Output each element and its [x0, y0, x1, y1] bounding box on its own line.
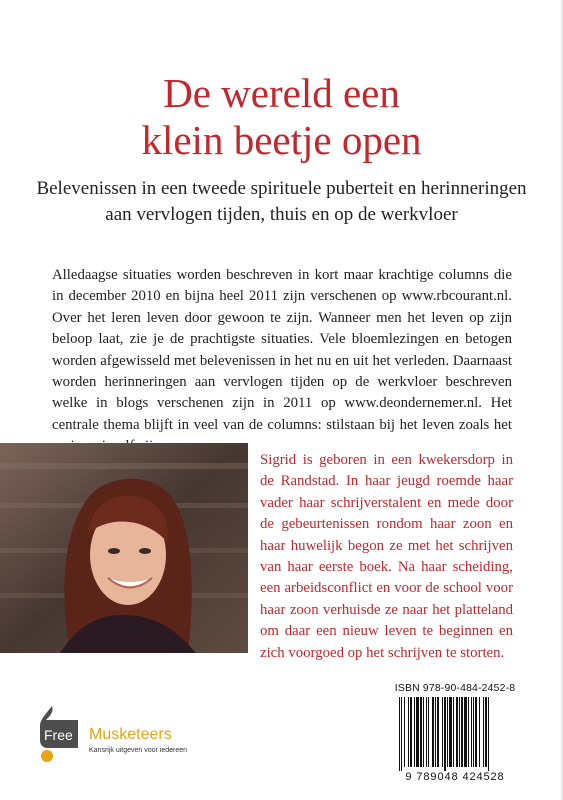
title-line-1: De wereld een: [163, 70, 400, 116]
barcode-bar: [401, 697, 402, 771]
publisher-logo: [38, 704, 258, 774]
publisher-name-musketeers: Musketeers: [89, 726, 172, 743]
isbn-label: ISBN 978-90-484-2452-8: [394, 683, 516, 694]
barcode-bar: [426, 697, 427, 767]
barcode-bar: [444, 697, 446, 771]
author-bio: Sigrid is geboren in een kwekersdorp in de Randstad. In haar jeugd roemde haar vader haar schrijverstalent en mede door de gebeurtenissen rondom haar zoon en haar huwelijk begon ze met het schrijven van haar eerste boek. Na haar scheiding, een arbeidsconflict en voor de school voor haar zoon verhuisde ze naar het platteland om daar een nieuw leven te beginnen en zich voorgoed op het schrijven te storten.: [260, 452, 513, 661]
barcode-bar: [447, 697, 448, 767]
barcode-bar: [473, 697, 474, 767]
barcode-bar: [453, 697, 454, 767]
barcode-bar: [449, 697, 452, 767]
book-blurb: Alledaagse situaties worden beschreven in kort maar krachtige columns die in december 2010 en bijna heel 2011 zijn verschenen op www.rbcourant.nl. Over het leren leven door gewoon te zijn. Wanneer men het leven op zijn beloop laat, zie je de prachtigste situaties. Vele bloemlezingen en betogen worden afgewisseld met belevenissen in het nu en uit het verleden. Daarnaast worden herinneringen aan vervlogen tijden op de werkvloer beschreven welke in blogs verschenen zijn in 2011 op www.deondernemer.nl. Het centrale thema blijft in veel van de columns: stilstaan bij het leven zoals het: [52, 267, 512, 433]
barcode-bar: [459, 697, 460, 767]
barcode-bar: [468, 697, 469, 767]
book-title: [0, 70, 563, 164]
barcode-bar: [404, 697, 405, 767]
barcode-bar: [432, 697, 434, 767]
barcode-bar: [408, 697, 409, 767]
barcode-bar: [437, 697, 439, 767]
barcode-bar: [414, 697, 415, 767]
book-subtitle: [20, 176, 543, 228]
barcode-bar: [416, 697, 419, 767]
barcode-bar: [435, 697, 436, 767]
barcode-bar: [399, 697, 400, 771]
publisher-name-free: Free: [44, 727, 73, 743]
barcode-bar: [485, 697, 487, 767]
barcode-bar: [442, 697, 443, 767]
isbn-barcode: [393, 683, 517, 785]
barcode-bar: [479, 697, 480, 767]
barcode-bars: [393, 697, 517, 771]
publisher-tagline: Kansrijk uitgeven voor iedereen: [89, 747, 188, 754]
barcode-bar: [420, 697, 422, 767]
barcode-digits: 9 789048 424528: [405, 771, 505, 783]
barcode-bar: [483, 697, 484, 767]
barcode-bar: [471, 697, 472, 767]
barcode-bar: [428, 697, 429, 767]
subtitle-line-2: aan vervlogen tijden, thuis en op de werkvloer: [105, 204, 458, 225]
author-photo: [0, 443, 248, 653]
author-portrait-illustration: [0, 443, 248, 653]
barcode-bar: [464, 697, 467, 767]
barcode-bar: [410, 697, 412, 767]
subtitle-line-1: Belevenissen in een tweede spirituele puberteit en herinneringen: [36, 178, 527, 199]
barcode-bar: [456, 697, 458, 767]
barcode-bar: [461, 697, 463, 767]
barcode-bar: [423, 697, 424, 767]
barcode-bar: [488, 697, 489, 771]
title-line-2: klein beetje open: [141, 117, 422, 163]
barcode-bar: [475, 697, 477, 767]
